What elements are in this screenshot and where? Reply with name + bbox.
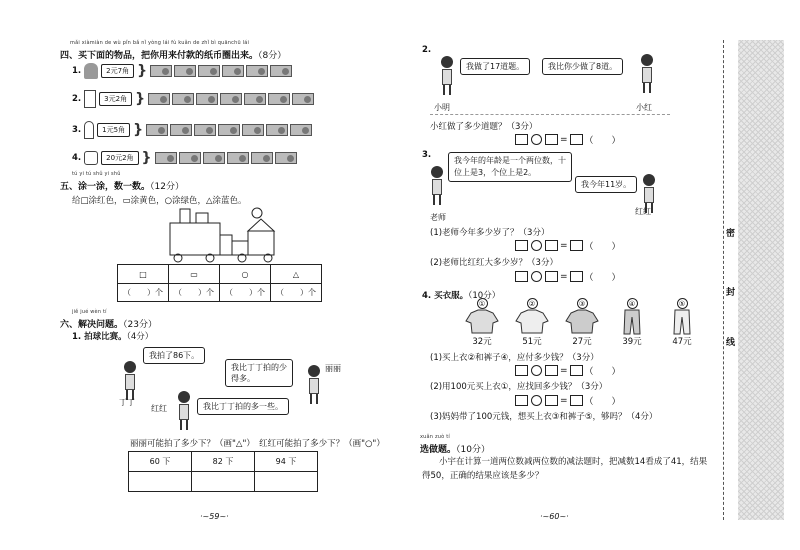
bubble-xiaohong: 我比你少做了8道。 xyxy=(542,58,623,75)
p2-equation[interactable]: = （ ） xyxy=(515,133,621,146)
bubble-xiaoming: 我做了17道题。 xyxy=(460,58,530,75)
price-tag: 20元2角 xyxy=(101,151,138,165)
icecream-icon xyxy=(84,121,94,139)
name-honghong: 红红 xyxy=(151,404,167,413)
shape-cell: △ xyxy=(271,265,322,284)
name-xiaoming: 小明 xyxy=(434,103,450,112)
q7-pinyin: xuǎn zuò tí xyxy=(420,434,450,440)
binding-char-2: 封 xyxy=(726,288,736,298)
q4-item-2 xyxy=(72,90,316,108)
p4-q1-equation[interactable]: = （ ） xyxy=(515,364,621,377)
clothes-item[interactable]: ③ 27元 xyxy=(562,298,602,347)
q6-question: 丽丽可能拍了多少下？（画"△"） 红红可能拍了多少下？（画"○"） xyxy=(130,439,385,449)
clothes-item[interactable]: ① 32元 xyxy=(462,298,502,347)
honghong-figure xyxy=(177,391,191,430)
xiaohong-figure xyxy=(640,54,654,93)
ball-game-picture xyxy=(115,343,355,433)
p2-picture xyxy=(430,50,670,115)
q6-p1-title: 1. 拍球比赛。（4分） xyxy=(72,332,154,342)
page-number-right: ·~60~· xyxy=(540,512,569,521)
p3-picture xyxy=(430,152,670,222)
answer-cell[interactable] xyxy=(192,472,255,492)
p3-q2: (2)老师比红红大多少岁？（3分） xyxy=(430,258,558,268)
clothes-item[interactable]: ② 51元 xyxy=(512,298,552,347)
p2-question: 小红做了多少道题？（3分） xyxy=(430,122,538,132)
p4-q2-equation[interactable]: = （ ） xyxy=(515,394,621,407)
count-cell[interactable]: （ ）个 xyxy=(220,284,271,302)
p4-title: 4. 买衣服。（10分） xyxy=(422,291,501,301)
name-dingding: 丁丁 xyxy=(119,398,135,407)
q5-pinyin: tú yi tú shǔ yi shǔ xyxy=(72,171,121,177)
q7-title: 选做题。（10分） xyxy=(420,445,490,455)
brace-icon: } xyxy=(133,122,144,138)
options-table xyxy=(128,451,318,492)
name-teacher: 老师 xyxy=(430,213,446,222)
banknotes[interactable] xyxy=(146,124,314,136)
p4-q3: (3)妈妈带了100元钱，想买上衣③和裤子⑤，够吗？（4分） xyxy=(430,412,658,422)
bubble-dingding: 我拍了86下。 xyxy=(143,347,205,364)
bag-icon xyxy=(84,90,96,108)
page-number-left: ·~59~· xyxy=(200,512,229,521)
sweater-icon xyxy=(565,309,599,335)
binding-char-3: 线 xyxy=(726,338,736,348)
q6-title: 六、解决问题。（23分） xyxy=(60,320,157,330)
q5-instruction: 给□涂红色，▭涂黄色，○涂绿色，△涂蓝色。 xyxy=(72,196,247,206)
banknotes[interactable] xyxy=(155,152,299,164)
banknotes[interactable] xyxy=(148,93,316,105)
coat-icon xyxy=(515,309,549,335)
jacket-icon xyxy=(465,309,499,335)
price-tag: 3元2角 xyxy=(99,92,132,106)
shape-cell: □ xyxy=(118,265,169,284)
brace-icon: } xyxy=(141,150,152,166)
clothes-item[interactable]: ④ 39元 xyxy=(622,299,642,347)
pants-icon xyxy=(672,309,692,335)
price-tag: 1元5角 xyxy=(97,123,130,137)
binding-strip xyxy=(738,40,784,520)
count-cell[interactable]: （ ）个 xyxy=(118,284,169,302)
teacher-figure xyxy=(430,166,444,205)
bubble-lili: 我比丁丁拍的少得多。 xyxy=(225,359,293,387)
brace-icon: } xyxy=(135,91,146,107)
brace-icon: } xyxy=(137,63,148,79)
q6-pinyin: jiě jué wèn tí xyxy=(72,309,107,315)
p3-num: 3. xyxy=(422,150,432,160)
shape-count-table xyxy=(117,264,322,302)
q4-item-1 xyxy=(72,63,294,79)
item-num: 3. xyxy=(72,125,82,135)
ball-icon xyxy=(84,63,98,79)
q5-title: 五、涂一涂，数一数。（12分） xyxy=(60,182,184,192)
banknotes[interactable] xyxy=(150,65,294,77)
bubble-honghong-age: 我今年11岁。 xyxy=(575,176,637,193)
answer-cell[interactable] xyxy=(129,472,192,492)
count-cell[interactable]: （ ）个 xyxy=(169,284,220,302)
clothes-item[interactable]: ⑤ 47元 xyxy=(672,299,692,347)
shape-cell: ○ xyxy=(220,265,271,284)
q4-item-3 xyxy=(72,121,314,139)
item-num: 4. xyxy=(72,153,82,163)
bubble-honghong: 我比丁丁拍的多一些。 xyxy=(197,398,289,415)
dingding-figure xyxy=(123,361,137,400)
name-lili: 丽丽 xyxy=(325,364,341,373)
name-honghong-right: 红红 xyxy=(635,207,651,216)
clothes-row xyxy=(462,298,702,347)
xiaoming-figure xyxy=(440,56,454,95)
p3-q2-equation[interactable]: = （ ） xyxy=(515,270,621,283)
lili-figure xyxy=(307,365,321,404)
p3-q1-equation[interactable]: = （ ） xyxy=(515,239,621,252)
trousers-icon xyxy=(622,309,642,335)
answer-cell[interactable] xyxy=(255,472,318,492)
item-num: 2. xyxy=(72,94,82,104)
item-num: 1. xyxy=(72,66,82,76)
q7-text: 小宇在计算一道两位数减两位数的减法题时，把减数14看成了41，结果得50，正确的结果应该是多少？ xyxy=(422,457,708,481)
q4-pinyin: mǎi xiàmiàn de wù pǐn bǎ nǐ yòng lái fù kuǎn de zhǐ bì quānchū lái xyxy=(70,40,250,46)
option-cell: 94 下 xyxy=(255,452,318,472)
option-cell: 60 下 xyxy=(129,452,192,472)
shape-cell: ▭ xyxy=(169,265,220,284)
train-figure[interactable] xyxy=(160,205,290,265)
option-cell: 82 下 xyxy=(192,452,255,472)
p3-q1: (1)老师今年多少岁了？（3分） xyxy=(430,228,550,238)
q4-item-4 xyxy=(72,150,299,166)
price-tag: 2元7角 xyxy=(101,64,134,78)
cup-icon xyxy=(84,151,98,165)
count-cell[interactable]: （ ）个 xyxy=(271,284,322,302)
bubble-teacher: 我今年的年龄是一个两位数，十位上是3，个位上是2。 xyxy=(448,152,572,182)
p4-q1: (1)买上衣②和裤子④，应付多少钱？（3分） xyxy=(430,353,599,363)
binding-char-1: 密 xyxy=(726,229,736,239)
name-xiaohong: 小红 xyxy=(636,103,652,112)
p4-q2: (2)用100元买上衣①，应找回多少钱？（3分） xyxy=(430,382,608,392)
p2-num: 2. xyxy=(422,45,432,55)
q4-title: 四、买下面的物品，把你用来付款的纸币圈出来。（8分） xyxy=(60,51,287,61)
binding-line xyxy=(723,40,724,520)
